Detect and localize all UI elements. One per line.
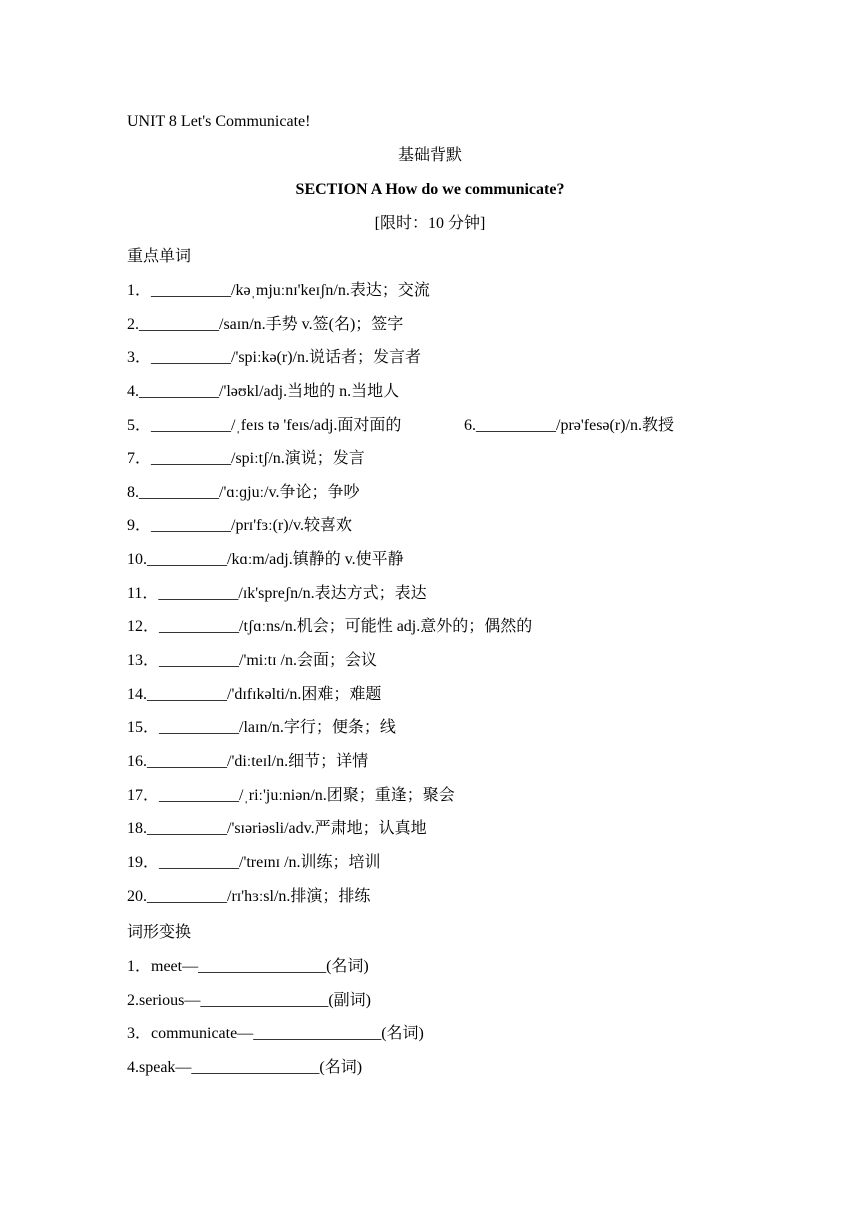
word-form-item: 1．meet—________________(名词): [127, 958, 369, 975]
word-form-item: 4.speak—________________(名词): [127, 1058, 363, 1076]
vocab-item-pair: [127, 416, 767, 450]
vocab-item: 1．__________/kəˌmjuːnɪ'keɪʃn/n.表达；交流: [127, 282, 430, 299]
vocab-item: 12．__________/tʃɑːns/n.机会；可能性 adj.意外的；偶然的: [127, 618, 533, 636]
vocab-item: 11．__________/ɪk'spreʃn/n.表达方式；表达: [127, 584, 427, 602]
word-form-item: 2.serious—________________(副词): [127, 991, 371, 1009]
vocab-list: [127, 281, 767, 920]
vocab-item: 13．__________/'miːtɪ /n.会面；会议: [127, 652, 378, 670]
unit-title: UNIT 8 Let's Communicate!: [127, 113, 311, 130]
time-limit: [限时：10 分钟]: [374, 215, 486, 232]
vocab-item: 19．__________/'treɪnɪ /n.训练；培训: [127, 853, 381, 871]
vocab-item: 18.__________/'sɪəriəsli/adv.严肃地；认真地: [127, 820, 427, 838]
word-forms-heading: 词形变换: [127, 924, 192, 941]
section-title: SECTION A How do we communicate?: [295, 181, 565, 198]
vocab-item: 6.__________/prə'fesə(r)/n.教授: [464, 416, 674, 434]
vocab-item: 14.__________/'dɪfɪkəlti/n.困难；难题: [127, 685, 382, 703]
word-form-item: 3．communicate—________________(名词): [127, 1025, 424, 1043]
vocab-item: 7．__________/spiːtʃ/n.演说；发言: [127, 450, 365, 468]
vocab-item: 9．__________/prɪ'fɜː(r)/v.较喜欢: [127, 517, 352, 535]
vocab-item: 16.__________/'diːteɪl/n.细节；详情: [127, 752, 369, 770]
page-subtitle: 基础背默: [397, 147, 462, 164]
vocab-item: 4.__________/'ləʊkl/adj.当地的 n.当地人: [127, 382, 400, 400]
vocab-item: 5．__________/ˌfeɪs tə 'feɪs/adj.面对面的: [127, 416, 402, 434]
vocab-item: 3．__________/'spiːkə(r)/n.说话者；发言者: [127, 349, 421, 367]
vocab-item: 8.__________/'ɑːɡjuː/v.争论；争吵: [127, 483, 360, 501]
vocab-item: 17．__________/ˌriː'juːniən/n.团聚；重逢；聚会: [127, 786, 455, 804]
vocab-item: 15．__________/laɪn/n.字行；便条；线: [127, 719, 396, 737]
vocab-item: 2.__________/saɪn/n.手势 v.签(名)；签字: [127, 315, 404, 333]
word-forms-list: [127, 957, 767, 1092]
vocab-item: 20.__________/rɪ'hɜːsl/n.排演；排练: [127, 887, 371, 905]
vocab-heading: 重点单词: [127, 248, 192, 265]
vocab-item: 10.__________/kɑːm/adj.镇静的 v.使平静: [127, 551, 404, 569]
